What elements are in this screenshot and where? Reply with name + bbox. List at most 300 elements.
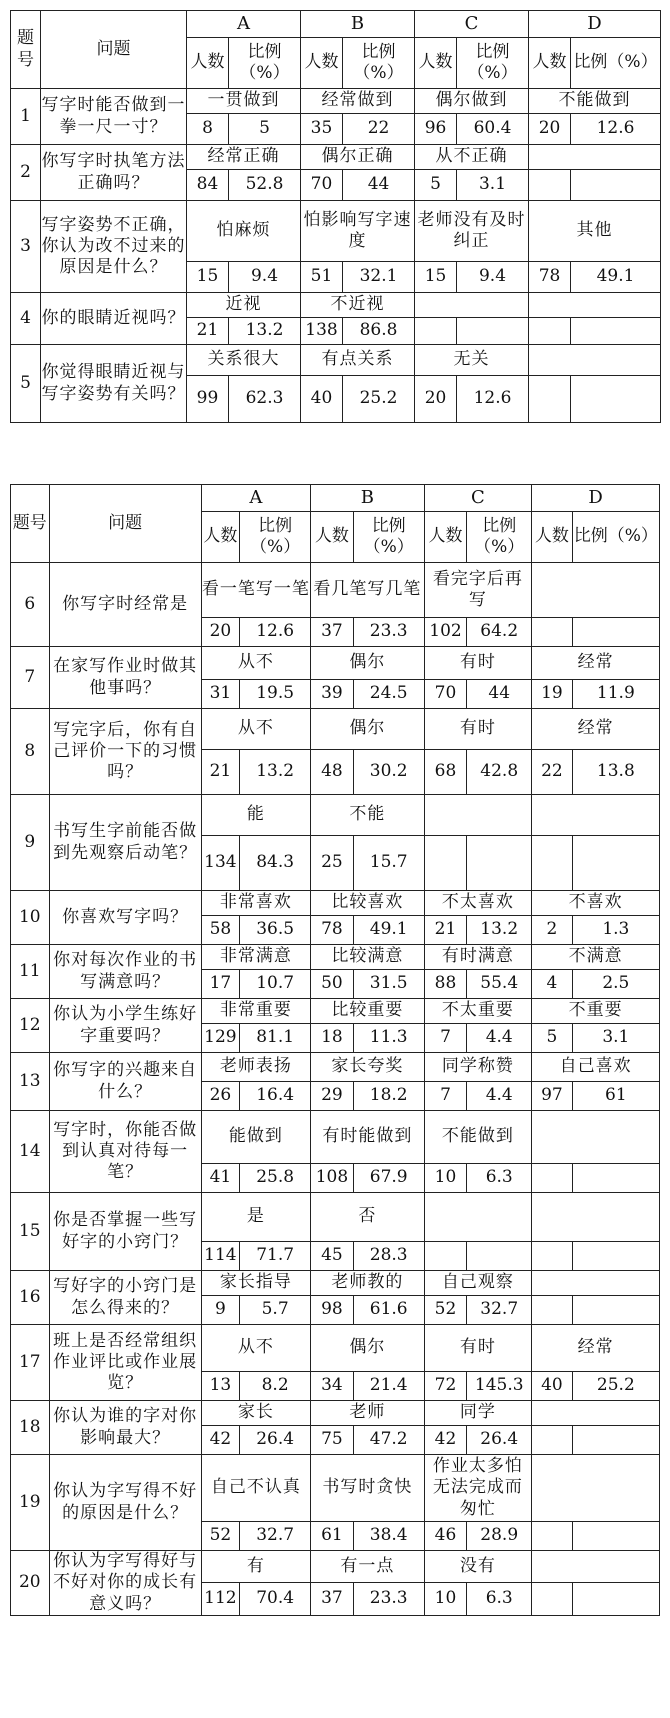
option-label: 比较满意 [311,945,425,970]
option-label: 不能做到 [424,1111,531,1164]
ratio-cell: 9.4 [457,262,529,293]
count-cell: 20 [201,618,240,647]
option-label: 不满意 [532,945,660,970]
count-cell [532,836,573,891]
ratio-cell: 49.1 [571,262,661,293]
count-cell: 13 [201,1372,240,1401]
question-row [11,563,660,618]
option-label: 否 [311,1193,425,1242]
count-cell: 15 [187,262,229,293]
header-ratio: 比例（%） [343,38,415,89]
ratio-cell: 70.4 [240,1583,311,1615]
ratio-cell [457,318,529,345]
option-label: 有时 [424,709,531,750]
option-label: 是 [201,1193,311,1242]
ratio-cell: 9.4 [229,262,301,293]
count-cell: 75 [311,1426,354,1455]
header-count: 人数 [201,512,240,563]
option-label: 家长夸奖 [311,1053,425,1082]
count-cell: 10 [424,1583,467,1615]
count-cell: 7 [424,1024,467,1053]
option-label: 经常 [532,1325,660,1372]
count-cell [532,1296,573,1325]
ratio-cell: 11.3 [353,1024,424,1053]
ratio-cell: 5.7 [240,1296,311,1325]
question-text: 写好字的小窍门是怎么得来的？ [49,1271,201,1325]
header-option-letter: C [424,485,531,512]
option-label [532,795,660,836]
ratio-cell: 28.3 [353,1242,424,1271]
count-cell: 129 [201,1024,240,1053]
header-option-letter: B [301,11,415,38]
count-cell [532,1522,573,1551]
question-text: 你觉得眼睛近视与写字姿势有关吗？ [41,345,187,423]
count-cell: 112 [201,1583,240,1615]
count-cell: 2 [532,916,573,945]
ratio-cell: 25.2 [343,376,415,423]
count-cell: 51 [301,262,343,293]
question-row [11,89,661,114]
ratio-cell: 11.9 [572,680,659,709]
option-label [532,1193,660,1242]
option-label [532,1551,660,1583]
option-label: 不近视 [301,293,415,318]
count-cell: 70 [301,170,343,201]
ratio-cell: 13.2 [467,916,532,945]
ratio-cell: 32.7 [240,1522,311,1551]
count-cell: 84 [187,170,229,201]
count-cell: 25 [311,836,354,891]
question-number: 20 [11,1551,50,1616]
header-count: 人数 [529,38,571,89]
header-ratio: 比例（%） [467,512,532,563]
question-text: 你认为谁的字对你影响最大？ [49,1401,201,1455]
ratio-cell: 44 [343,170,415,201]
count-cell: 39 [311,680,354,709]
option-label [415,293,529,318]
count-cell: 52 [201,1522,240,1551]
header-count: 人数 [187,38,229,89]
count-cell: 45 [311,1242,354,1271]
count-cell: 21 [201,750,240,795]
ratio-cell [572,1522,659,1551]
count-cell: 5 [532,1024,573,1053]
ratio-cell: 24.5 [353,680,424,709]
option-label: 同学称赞 [424,1053,531,1082]
header-ratio: 比例（%） [353,512,424,563]
option-label: 偶尔做到 [415,89,529,114]
question-text: 写字姿势不正确，你认为改不过来的原因是什么？ [41,201,187,293]
ratio-cell: 6.3 [467,1164,532,1193]
question-text: 你的眼睛近视吗？ [41,293,187,345]
option-label: 老师 [311,1401,425,1426]
count-cell [529,318,571,345]
option-label [532,1401,660,1426]
header-option-letter: A [201,485,311,512]
ratio-cell: 23.3 [353,1583,424,1615]
ratio-cell: 6.3 [467,1583,532,1615]
question-text: 你认为小学生练好字重要吗？ [49,999,201,1053]
question-number: 3 [11,201,41,293]
option-label: 从不 [201,1325,311,1372]
option-label: 从不 [201,709,311,750]
count-cell: 26 [201,1082,240,1111]
count-cell [532,1164,573,1193]
ratio-cell [572,1583,659,1615]
count-cell: 40 [532,1372,573,1401]
ratio-cell: 18.2 [353,1082,424,1111]
option-label: 不能 [311,795,425,836]
count-cell: 134 [201,836,240,891]
ratio-cell: 36.5 [240,916,311,945]
count-cell: 29 [311,1082,354,1111]
question-number: 17 [11,1325,50,1401]
option-label: 关系很大 [187,345,301,376]
ratio-cell: 71.7 [240,1242,311,1271]
count-cell: 97 [532,1082,573,1111]
question-number: 2 [11,145,41,201]
option-label: 其他 [529,201,661,262]
option-label: 偶尔 [311,647,425,680]
option-label [529,345,661,376]
ratio-cell: 21.4 [353,1372,424,1401]
question-text: 你认为字写得好与不好对你的成长有意义吗？ [49,1551,201,1616]
question-row [11,1111,660,1164]
count-cell: 42 [424,1426,467,1455]
question-number: 15 [11,1193,50,1271]
count-cell: 88 [424,970,467,999]
option-label: 经常 [532,647,660,680]
count-cell: 21 [187,318,229,345]
option-label: 看一笔写一笔 [201,563,311,618]
ratio-cell: 3.1 [457,170,529,201]
question-row [11,647,660,680]
option-label: 怕麻烦 [187,201,301,262]
option-label: 偶尔 [311,709,425,750]
count-cell [529,170,571,201]
ratio-cell [572,1426,659,1455]
ratio-cell: 31.5 [353,970,424,999]
ratio-cell: 81.1 [240,1024,311,1053]
question-number: 4 [11,293,41,345]
option-label: 无关 [415,345,529,376]
header-option-letter: D [532,485,660,512]
question-row [11,145,661,170]
ratio-cell: 25.8 [240,1164,311,1193]
count-cell [532,618,573,647]
ratio-cell: 49.1 [353,916,424,945]
question-text: 你认为字写得不好的原因是什么？ [49,1455,201,1551]
count-cell: 72 [424,1372,467,1401]
question-text: 你写字的兴趣来自什么？ [49,1053,201,1111]
option-label: 作业太多怕无法完成而匆忙 [424,1455,531,1522]
ratio-cell: 55.4 [467,970,532,999]
ratio-cell: 84.3 [240,836,311,891]
ratio-cell: 42.8 [467,750,532,795]
count-cell: 68 [424,750,467,795]
ratio-cell: 25.2 [572,1372,659,1401]
ratio-cell [572,618,659,647]
option-label: 怕影响写字速度 [301,201,415,262]
ratio-cell: 22 [343,114,415,145]
survey-table-2 [10,484,660,1616]
option-label: 有 [201,1551,311,1583]
header-count: 人数 [424,512,467,563]
ratio-cell: 61.6 [353,1296,424,1325]
count-cell [415,318,457,345]
ratio-cell: 3.1 [572,1024,659,1053]
question-row [11,709,660,750]
count-cell: 31 [201,680,240,709]
question-text: 书写生字前能否做到先观察后动笔？ [49,795,201,891]
option-label: 比较重要 [311,999,425,1024]
option-label: 自己不认真 [201,1455,311,1522]
ratio-cell [572,836,659,891]
ratio-cell: 1.3 [572,916,659,945]
option-label [529,293,661,318]
header-ratio: 比例（%） [240,512,311,563]
option-label: 经常做到 [301,89,415,114]
count-cell [529,376,571,423]
option-label: 一贯做到 [187,89,301,114]
question-text: 在家写作业时做其他事吗？ [49,647,201,709]
option-label: 同学 [424,1401,531,1426]
count-cell: 98 [311,1296,354,1325]
option-label: 近视 [187,293,301,318]
option-label: 非常喜欢 [201,891,311,916]
count-cell: 34 [311,1372,354,1401]
option-label: 自己观察 [424,1271,531,1296]
option-label [424,1193,531,1242]
ratio-cell [467,1242,532,1271]
ratio-cell [571,376,661,423]
header-option-letter: B [311,485,425,512]
count-cell: 58 [201,916,240,945]
question-text: 班上是否经常组织作业评比或作业展览？ [49,1325,201,1401]
option-label: 不喜欢 [532,891,660,916]
count-cell: 18 [311,1024,354,1053]
header-count: 人数 [311,512,354,563]
option-label: 自己喜欢 [532,1053,660,1082]
ratio-cell: 15.7 [353,836,424,891]
ratio-cell: 4.4 [467,1024,532,1053]
header-count: 人数 [415,38,457,89]
option-label: 能做到 [201,1111,311,1164]
question-row [11,201,661,262]
ratio-cell: 32.1 [343,262,415,293]
option-label: 不太喜欢 [424,891,531,916]
option-label: 有时 [424,1325,531,1372]
option-label: 看完字后再写 [424,563,531,618]
option-label: 非常重要 [201,999,311,1024]
header-question: 问题 [41,11,187,89]
option-label: 有点关系 [301,345,415,376]
count-cell: 108 [311,1164,354,1193]
ratio-cell: 2.5 [572,970,659,999]
question-row [11,293,661,318]
question-row [11,1325,660,1372]
ratio-cell [572,1296,659,1325]
option-label [532,563,660,618]
option-label [532,1111,660,1164]
ratio-cell: 13.8 [572,750,659,795]
ratio-cell: 16.4 [240,1082,311,1111]
count-cell [424,836,467,891]
ratio-cell: 23.3 [353,618,424,647]
count-cell: 78 [311,916,354,945]
option-label: 偶尔 [311,1325,425,1372]
option-label: 从不正确 [415,145,529,170]
count-cell: 40 [301,376,343,423]
option-label: 有时 [424,647,531,680]
header-row [11,485,660,512]
count-cell: 70 [424,680,467,709]
question-number: 13 [11,1053,50,1111]
ratio-cell: 12.6 [457,376,529,423]
count-cell: 35 [301,114,343,145]
count-cell: 9 [201,1296,240,1325]
option-label: 比较喜欢 [311,891,425,916]
question-number: 11 [11,945,50,999]
question-row [11,1193,660,1242]
count-cell [532,1242,573,1271]
question-text: 你喜欢写字吗？ [49,891,201,945]
ratio-cell: 13.2 [229,318,301,345]
count-cell: 37 [311,1583,354,1615]
question-text: 你写字时经常是 [49,563,201,647]
count-cell: 96 [415,114,457,145]
ratio-cell [572,1242,659,1271]
ratio-cell: 28.9 [467,1522,532,1551]
count-cell: 4 [532,970,573,999]
option-label: 老师表扬 [201,1053,311,1082]
ratio-cell: 32.7 [467,1296,532,1325]
ratio-cell: 60.4 [457,114,529,145]
option-label: 有一点 [311,1551,425,1583]
option-label: 书写时贪快 [311,1455,425,1522]
count-cell: 5 [415,170,457,201]
count-cell: 7 [424,1082,467,1111]
count-cell: 46 [424,1522,467,1551]
option-label: 老师教的 [311,1271,425,1296]
ratio-cell: 13.2 [240,750,311,795]
option-label: 经常 [532,709,660,750]
ratio-cell: 47.2 [353,1426,424,1455]
question-number: 10 [11,891,50,945]
count-cell: 41 [201,1164,240,1193]
count-cell: 8 [187,114,229,145]
ratio-cell: 10.7 [240,970,311,999]
question-number: 16 [11,1271,50,1325]
count-cell [532,1426,573,1455]
ratio-cell: 26.4 [467,1426,532,1455]
ratio-cell: 26.4 [240,1426,311,1455]
ratio-cell: 64.2 [467,618,532,647]
option-label: 不能做到 [529,89,661,114]
question-text: 写完字后，你有自己评价一下的习惯吗？ [49,709,201,795]
question-row [11,795,660,836]
ratio-cell [572,1164,659,1193]
count-cell: 17 [201,970,240,999]
ratio-cell: 62.3 [229,376,301,423]
count-cell: 50 [311,970,354,999]
count-cell: 37 [311,618,354,647]
count-cell: 10 [424,1164,467,1193]
question-number: 8 [11,709,50,795]
ratio-cell: 145.3 [467,1372,532,1401]
option-label: 不重要 [532,999,660,1024]
count-cell: 20 [415,376,457,423]
question-number: 12 [11,999,50,1053]
question-number: 19 [11,1455,50,1551]
option-label [532,1455,660,1522]
option-label: 非常满意 [201,945,311,970]
option-label: 老师没有及时纠正 [415,201,529,262]
ratio-cell: 19.5 [240,680,311,709]
count-cell: 78 [529,262,571,293]
survey-table-1 [10,10,661,423]
header-option-letter: D [529,11,661,38]
question-row [11,891,660,916]
ratio-cell: 5 [229,114,301,145]
question-row [11,1455,660,1522]
count-cell: 20 [529,114,571,145]
question-row [11,945,660,970]
header-num: 题号 [11,11,41,89]
question-number: 5 [11,345,41,423]
question-row [11,345,661,376]
question-number: 9 [11,795,50,891]
header-count: 人数 [301,38,343,89]
ratio-cell: 12.6 [571,114,661,145]
header-num: 题号 [11,485,50,563]
option-label: 没有 [424,1551,531,1583]
ratio-cell [571,318,661,345]
count-cell: 19 [532,680,573,709]
ratio-cell: 12.6 [240,618,311,647]
count-cell: 99 [187,376,229,423]
option-label: 不太重要 [424,999,531,1024]
option-label: 有时能做到 [311,1111,425,1164]
count-cell: 102 [424,618,467,647]
count-cell: 42 [201,1426,240,1455]
header-ratio: 比例（%） [229,38,301,89]
option-label: 从不 [201,647,311,680]
count-cell: 52 [424,1296,467,1325]
header-question: 问题 [49,485,201,563]
question-row [11,1053,660,1082]
count-cell [532,1583,573,1615]
count-cell: 22 [532,750,573,795]
ratio-cell: 38.4 [353,1522,424,1551]
question-number: 14 [11,1111,50,1193]
ratio-cell: 52.8 [229,170,301,201]
question-number: 7 [11,647,50,709]
header-ratio: 比例（%） [457,38,529,89]
ratio-cell [571,170,661,201]
ratio-cell: 61 [572,1082,659,1111]
ratio-cell: 4.4 [467,1082,532,1111]
count-cell: 138 [301,318,343,345]
option-label: 看几笔写几笔 [311,563,425,618]
option-label [532,1271,660,1296]
option-label: 家长 [201,1401,311,1426]
header-ratio: 比例（%） [571,38,661,89]
question-text: 写字时，你能否做到认真对待每一笔？ [49,1111,201,1193]
count-cell: 61 [311,1522,354,1551]
option-label: 家长指导 [201,1271,311,1296]
option-label: 能 [201,795,311,836]
